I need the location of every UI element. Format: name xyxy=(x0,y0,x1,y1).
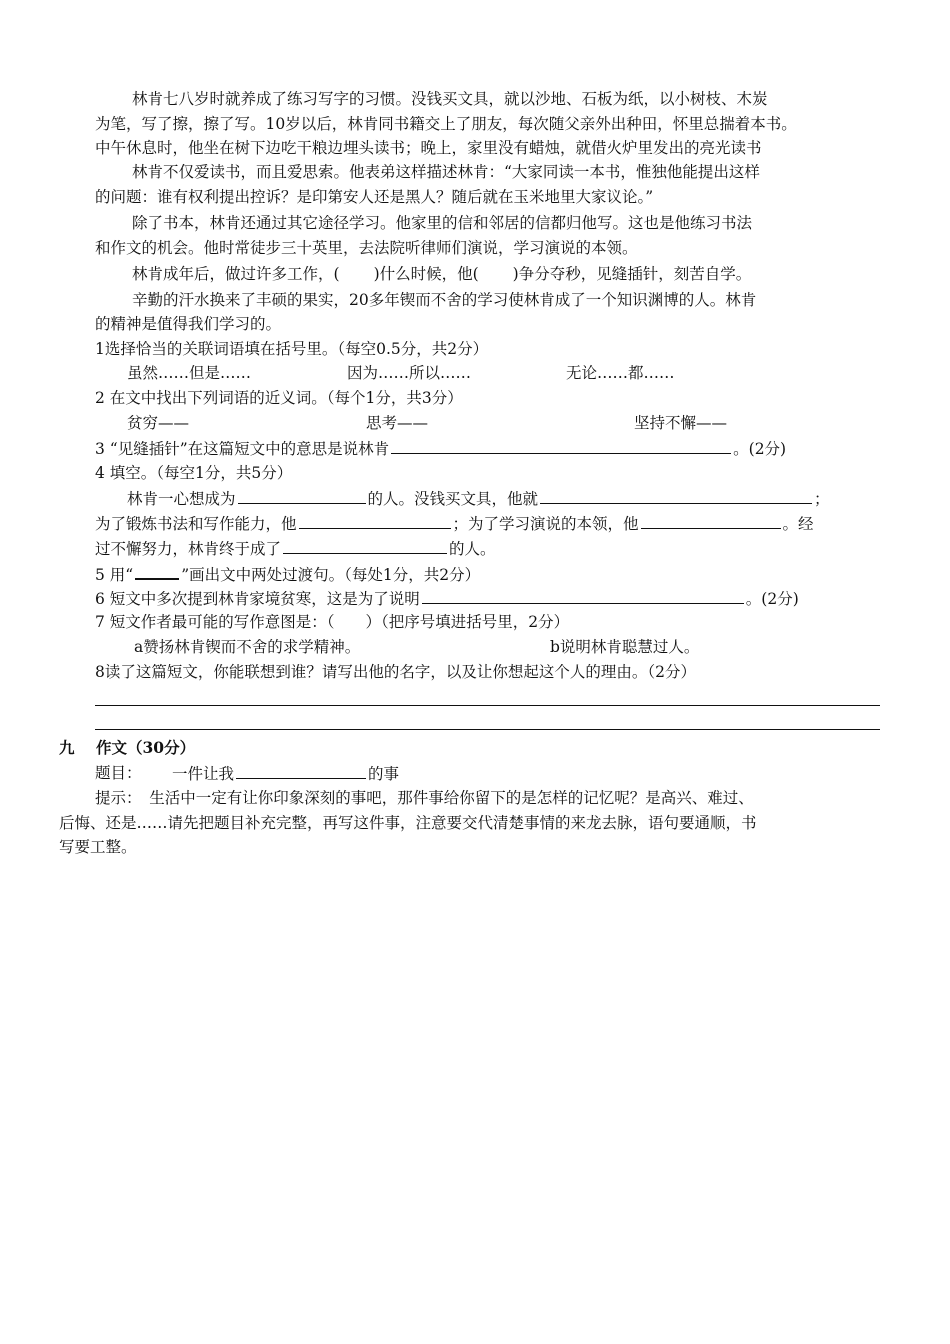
essay-hint-line3: 写要工整。 xyxy=(59,838,137,856)
q5-text-b: ”画出文中两处过渡句。（每处1分，共2分） xyxy=(181,566,481,584)
q4-l2-text-a: 为了锻炼书法和写作能力，他 xyxy=(95,515,297,533)
essay-topic-text-a: 一件让我 xyxy=(172,765,235,783)
q2-word-3: 坚持不懈—— xyxy=(634,414,728,432)
q4-line-1 xyxy=(127,487,830,511)
essay-topic-label: 题目： xyxy=(95,764,142,782)
question-3 xyxy=(95,437,786,461)
passage-p5-line2: 的精神是值得我们学习的。 xyxy=(95,315,282,333)
q8-answer-line-2[interactable] xyxy=(95,729,880,730)
q4-blank-3[interactable] xyxy=(299,512,451,529)
passage-p3-line2: 和作文的机会。他时常徒步三十英里，去法院听律师们演说，学习演说的本领。 xyxy=(95,239,638,257)
q5-text-a: 5 用“ xyxy=(95,566,134,584)
q4-blank-1[interactable] xyxy=(238,487,366,504)
q4-l3-text-a: 过不懈努力，林肯终于成了 xyxy=(95,540,282,558)
essay-topic-blank[interactable] xyxy=(236,762,366,779)
q4-l1-text-c: ； xyxy=(814,490,830,508)
q3-text: 3 “见缝插针”在这篇短文中的意思是说林肯 xyxy=(95,440,390,458)
passage-p1-line3: 中午休息时，他坐在树下边吃干粮边埋头读书；晚上，家里没有蜡烛，就借火炉里发出的亮光读书 xyxy=(95,139,762,157)
passage-p4-part-b: )什么时候，他( xyxy=(373,265,479,283)
passage-p3-line1: 除了书本，林肯还通过其它途径学习。他家里的信和邻居的信都归他写。这也是他练习书法 xyxy=(132,214,753,232)
q4-line-3 xyxy=(95,537,496,561)
q1-option-1: 虽然……但是…… xyxy=(127,364,252,382)
question-1: 1选择恰当的关联词语填在括号里。（每空0.5分，共2分） xyxy=(95,340,489,358)
q4-l2-text-b: ；为了学习演说的本领，他 xyxy=(452,515,639,533)
question-4: 4 填空。（每空1分，共5分） xyxy=(95,464,293,482)
q6-text: 6 短文中多次提到林肯家境贫寒，这是为了说明 xyxy=(95,590,420,608)
passage-p4-part-c: )争分夺秒，见缝插针，刻苦自学。 xyxy=(512,265,752,283)
q4-line-2 xyxy=(95,512,814,536)
q4-l2-text-c: 。经 xyxy=(782,515,814,533)
passage-p4-line xyxy=(132,263,751,287)
passage-p1-line1: 林肯七八岁时就养成了练习写字的习惯。没钱买文具，就以沙地、石板为纸，以小树枝、木炭 xyxy=(132,90,768,108)
q4-l3-text-b: 的人。 xyxy=(449,540,496,558)
section-nine-number: 九 xyxy=(59,738,75,757)
q6-answer-blank[interactable] xyxy=(422,587,744,604)
q2-word-2: 思考—— xyxy=(366,414,429,432)
q4-l1-text-a: 林肯一心想成为 xyxy=(127,490,236,508)
essay-topic-text-b: 的事 xyxy=(368,765,400,783)
q1-option-3: 无论……都…… xyxy=(566,364,675,382)
essay-hint-line2: 后悔、还是……请先把题目补充完整，再写这件事，注意要交代清楚事情的来龙去脉，语句要通顺，书 xyxy=(59,814,757,832)
q6-score: 。(2分) xyxy=(745,590,799,608)
q4-l1-text-b: 的人。没钱买文具，他就 xyxy=(367,490,539,508)
q1-option-2: 因为……所以…… xyxy=(347,364,472,382)
q4-blank-2[interactable] xyxy=(540,487,812,504)
question-2: 2 在文中找出下列词语的近义词。（每个1分，共3分） xyxy=(95,389,463,407)
passage-p5-line1: 辛勤的汗水换来了丰硕的果实，20多年锲而不舍的学习使林肯成了一个知识渊博的人。林肯 xyxy=(132,291,757,309)
essay-hint-line1: 提示： 生活中一定有让你印象深刻的事吧，那件事给你留下的是怎样的记忆呢？是高兴、难过、 xyxy=(95,789,754,807)
passage-p4-part-a: 林肯成年后，做过许多工作，( xyxy=(132,265,340,283)
q5-underline-sample xyxy=(135,562,179,580)
q2-word-1: 贫穷—— xyxy=(127,414,190,432)
question-8: 8读了这篇短文，你能联想到谁？请写出他的名字，以及让你想起这个人的理由。（2分） xyxy=(95,663,696,681)
question-6 xyxy=(95,587,799,611)
passage-p2-line1: 林肯不仅爱读书，而且爱思索。他表弟这样描述林肯：“大家同读一本书，惟独他能提出这样 xyxy=(132,163,760,181)
question-7: 7 短文作者最可能的写作意图是：（ ）（把序号填进括号里，2分） xyxy=(95,613,570,631)
q4-blank-4[interactable] xyxy=(641,512,781,529)
passage-p2-line2: 的问题：谁有权利提出控诉？是印第安人还是黑人？随后就在玉米地里大家议论。” xyxy=(95,188,654,206)
essay-heading: 作文（30分） xyxy=(96,738,196,757)
essay-topic xyxy=(172,762,399,786)
q7-option-a: a赞扬林肯锲而不舍的求学精神。 xyxy=(134,638,361,656)
q4-blank-5[interactable] xyxy=(283,537,447,554)
passage-p1-line2: 为笔，写了擦，擦了写。10岁以后，林肯同书籍交上了朋友，每次随父亲外出种田，怀里总揣着本书。 xyxy=(95,115,797,133)
q3-answer-blank[interactable] xyxy=(391,437,731,454)
q3-score: 。(2分) xyxy=(733,440,787,458)
question-5 xyxy=(95,562,480,586)
q7-option-b: b说明林肯聪慧过人。 xyxy=(550,638,700,656)
q8-answer-line-1[interactable] xyxy=(95,705,880,706)
